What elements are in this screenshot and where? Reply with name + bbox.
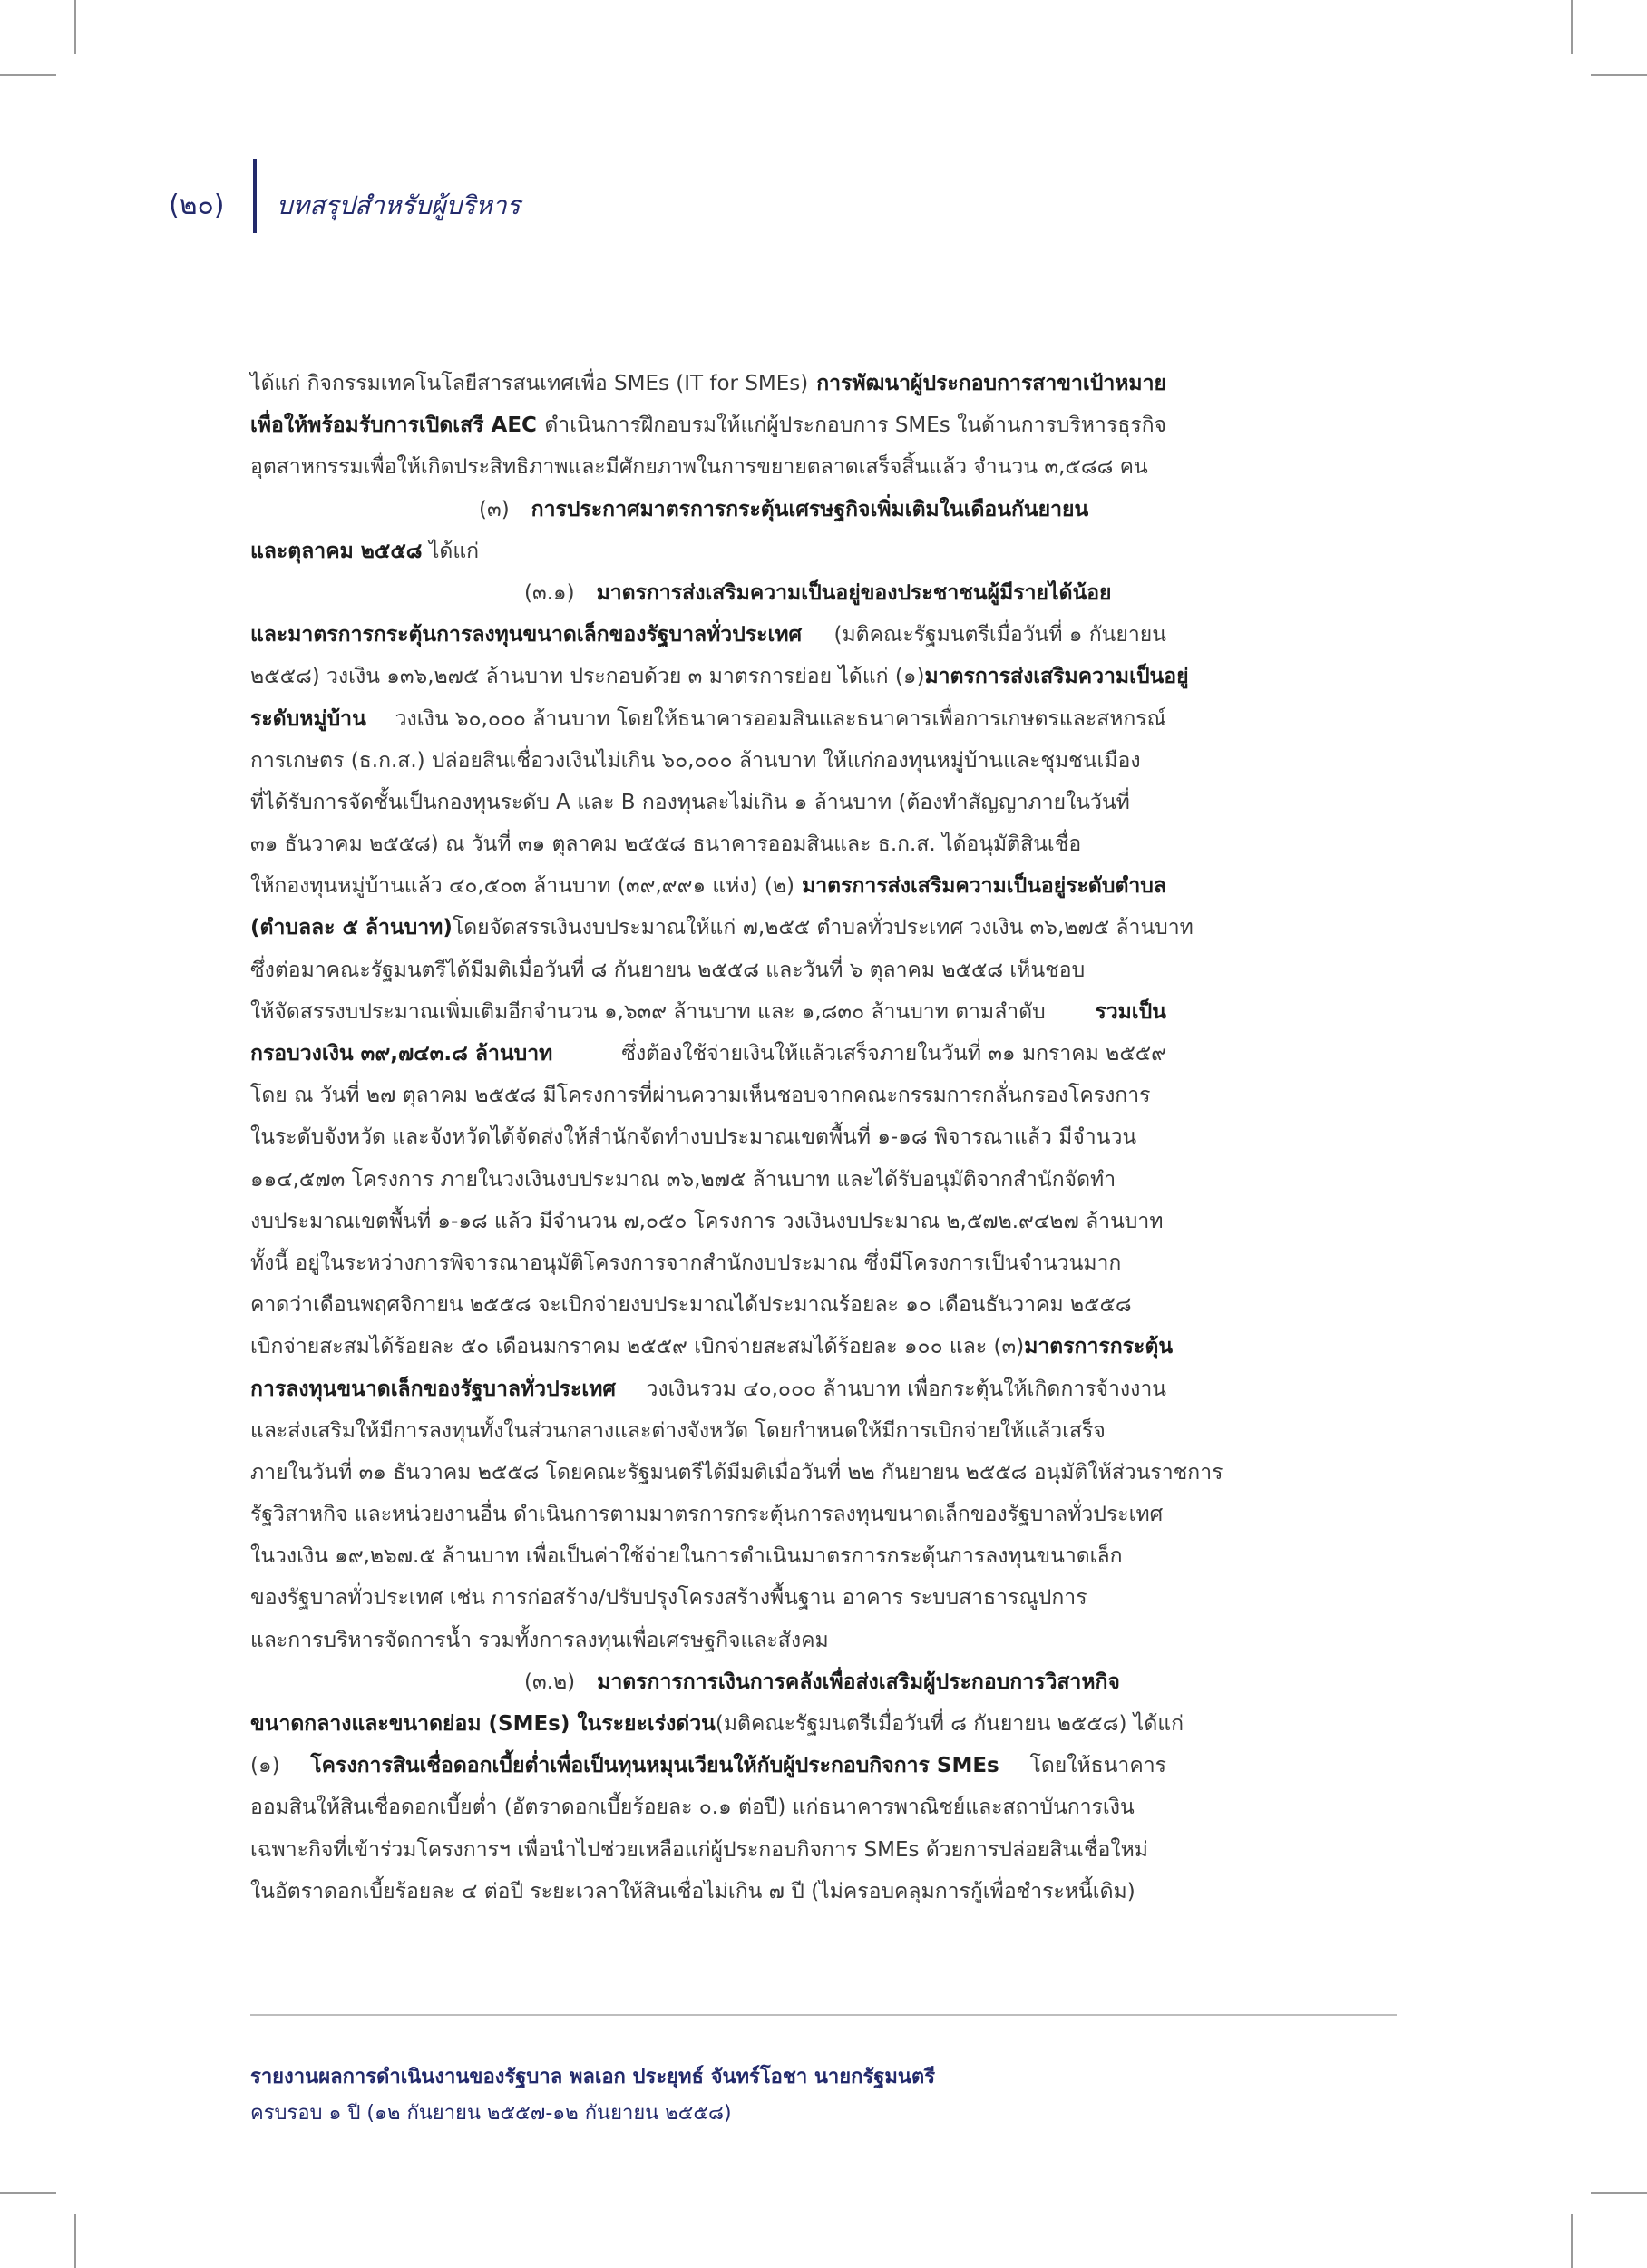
text-line: ของรัฐบาลทั่วประเทศ เช่น การก่อสร้าง/ปรับปรุงโครงสร้างพื้นฐาน อาคาร ระบบสาธารณูปการ [250, 1586, 1087, 1611]
text-line: ภายในวันที่ ๓๑ ธันวาคม ๒๕๕๘ โดยคณะรัฐมนตรีได้มีมติเมื่อวันที่ ๒๒ กันยายน ๒๕๕๘ อนุมัติให้ส่วนราชการ [250, 1460, 1223, 1484]
text-line: (๓) การประกาศมาตรการกระตุ้นเศรษฐกิจเพิ่มเติมในเดือนกันยายน [479, 497, 1089, 521]
text-line: เฉพาะกิจที่เข้าร่วมโครงการฯ เพื่อนำไปช่วยเหลือแก่ผู้ประกอบกิจการ SMEs ด้วยการปล่อยสินเชื่อใหม่ [250, 1837, 1148, 1862]
footer-rule [250, 2014, 1397, 2016]
text-line: (๑) โครงการสินเชื่อดอกเบี้ยต่ำเพื่อเป็นทุนหมุนเวียนให้กับผู้ประกอบกิจการ SMEs โดยให้ธนาคาร [250, 1754, 1166, 1778]
text-line: ขนาดกลางและขนาดย่อม (SMEs) ในระยะเร่งด่วน (มติคณะรัฐมนตรีเมื่อวันที่ ๘ กันยายน ๒๕๕๘) ได้แก่ [250, 1712, 1184, 1736]
text-line: ในวงเงิน ๑๙,๒๖๗.๕ ล้านบาท เพื่อเป็นค่าใช้จ่ายในการดำเนินมาตรการกระตุ้นการลงทุนขนาดเล็ก [250, 1544, 1123, 1569]
crop-mark [1591, 2192, 1647, 2194]
text-line: กรอบวงเงิน ๓๙,๗๔๓.๘ ล้านบาท ซึ่งต้องใช้จ่ายเงินให้แล้วเสร็จภายในวันที่ ๓๑ มกราคม ๒๕๕๙ [250, 1042, 1166, 1066]
text-line: ในระดับจังหวัด และจังหวัดได้จัดส่งให้สำนักจัดทำงบประมาณเขตพื้นที่ ๑-๑๘ พิจารณาแล้ว มีจำนวน [250, 1125, 1137, 1150]
text-line: และมาตรการกระตุ้นการลงทุนขนาดเล็กของรัฐบาลทั่วประเทศ (มติคณะรัฐมนตรีเมื่อวันที่ ๑ กันยายน [250, 623, 1166, 647]
footer-subtitle: ครบรอบ ๑ ปี (๑๒ กันยายน ๒๕๕๗-๑๒ กันยายน ๒๕๕๘) [250, 2102, 732, 2125]
text-line: โดย ณ วันที่ ๒๗ ตุลาคม ๒๕๕๘ มีโครงการที่ผ่านความเห็นชอบจากคณะกรรมการกลั่นกรองโครงการ [250, 1084, 1151, 1108]
text-line: (๓.๒) มาตรการการเงินการคลังเพื่อส่งเสริมผู้ประกอบการวิสาหกิจ [524, 1669, 1120, 1694]
text-line: และส่งเสริมให้มีการลงทุนทั้งในส่วนกลางและต่างจังหวัด โดยกำหนดให้มีการเบิกจ่ายให้แล้วเสร็จ [250, 1418, 1106, 1443]
text-line: (ตำบลละ ๕ ล้านบาท) โดยจัดสรรเงินงบประมาณให้แก่ ๗,๒๕๕ ตำบลทั่วประเทศ วงเงิน ๓๖,๒๗๕ ล้านบาท [250, 916, 1194, 940]
text-line: ๓๑ ธันวาคม ๒๕๕๘) ณ วันที่ ๓๑ ตุลาคม ๒๕๕๘ ธนาคารออมสินและ ธ.ก.ส. ได้อนุมัติสินเชื่อ [250, 832, 1082, 857]
crop-mark [1571, 0, 1573, 54]
text-line: รัฐวิสาหกิจ และหน่วยงานอื่น ดำเนินการตามมาตรการกระตุ้นการลงทุนขนาดเล็กของรัฐบาลทั่วประเทศ [250, 1503, 1164, 1527]
text-line: คาดว่าเดือนพฤศจิกายน ๒๕๕๘ จะเบิกจ่ายงบประมาณได้ประมาณร้อยละ ๑๐ เดือนธันวาคม ๒๕๕๘ [250, 1293, 1132, 1318]
text-line: ระดับหมู่บ้าน วงเงิน ๖๐,๐๐๐ ล้านบาท โดยให้ธนาคารออมสินและธนาคารเพื่อการเกษตรและสหกรณ์ [250, 706, 1166, 731]
crop-mark [1571, 2214, 1573, 2268]
text-line: ๑๑๔,๕๗๓ โครงการ ภายในวงเงินงบประมาณ ๓๖,๒๗๕ ล้านบาท และได้รับอนุมัติจากสำนักจัดทำ [250, 1167, 1116, 1192]
text-line: ได้แก่ กิจกรรมเทคโนโลยีสารสนเทศเพื่อ SMEs (IT for SMEs) การพัฒนาผู้ประกอบการสาขาเป้าหมาย [250, 372, 1166, 395]
text-line: ทั้งนี้ อยู่ในระหว่างการพิจารณาอนุมัติโครงการจากสำนักงบประมาณ ซึ่งมีโครงการเป็นจำนวนมาก [250, 1251, 1122, 1275]
text-line: และตุลาคม ๒๕๕๘ ได้แก่ [250, 539, 480, 563]
text-line: (๓.๑) มาตรการส่งเสริมความเป็นอยู่ของประชาชนผู้มีรายได้น้อย [524, 580, 1112, 605]
page-number: (๒๐) [169, 190, 225, 221]
header-divider [253, 159, 257, 233]
text-line: และการบริหารจัดการน้ำ รวมทั้งการลงทุนเพื่อเศรษฐกิจและสังคม [250, 1628, 829, 1652]
body-text [250, 363, 1223, 1913]
text-line: เพื่อให้พร้อมรับการเปิดเสรี AEC ดำเนินการฝึกอบรมให้แก่ผู้ประกอบการ SMEs ในด้านการบริหารธุรกิจ [250, 414, 1166, 438]
text-line: ในอัตราดอกเบี้ยร้อยละ ๔ ต่อปี ระยะเวลาให้สินเชื่อไม่เกิน ๗ ปี (ไม่ครอบคลุมการกู้เพื่อชำระหนี้เดิม) [250, 1879, 1135, 1903]
text-line: ๒๕๕๘) วงเงิน ๑๓๖,๒๗๕ ล้านบาท ประกอบด้วย ๓ มาตรการย่อย ได้แก่ (๑) มาตรการส่งเสริมความเป็นอยู่ [250, 665, 1189, 689]
text-line: การเกษตร (ธ.ก.ส.) ปล่อยสินเชื่อวงเงินไม่เกิน ๖๐,๐๐๐ ล้านบาท ให้แก่กองทุนหมู่บ้านและชุมชนเมือง [250, 748, 1141, 773]
crop-mark [0, 2192, 56, 2194]
text-line: ที่ได้รับการจัดชั้นเป็นกองทุนระดับ A และ B กองทุนละไม่เกิน ๑ ล้านบาท (ต้องทำสัญญาภายในวันที่ [250, 790, 1130, 814]
text-line: เบิกจ่ายสะสมได้ร้อยละ ๕๐ เดือนมกราคม ๒๕๕๙ เบิกจ่ายสะสมได้ร้อยละ ๑๐๐ และ (๓) มาตรการกระตุ้น [250, 1335, 1174, 1359]
text-line: ออมสินให้สินเชื่อดอกเบี้ยต่ำ (อัตราดอกเบี้ยร้อยละ ๐.๑ ต่อปี) แก่ธนาคารพาณิชย์และสถาบันการเงิน [250, 1796, 1135, 1820]
text-line: อุตสาหกรรมเพื่อให้เกิดประสิทธิภาพและมีศักยภาพในการขยายตลาดเสร็จสิ้นแล้ว จำนวน ๓,๕๘๘ คน [250, 455, 1148, 480]
footer-title: รายงานผลการดำเนินงานของรัฐบาล พลเอก ประยุทธ์ จันทร์โอชา นายกรัฐมนตรี [250, 2066, 936, 2088]
text-line: ให้กองทุนหมู่บ้านแล้ว ๔๐,๕๐๓ ล้านบาท (๓๙,๙๙๑ แห่ง) (๒) มาตรการส่งเสริมความเป็นอยู่ระดับตำบล [250, 874, 1166, 899]
text-line: การลงทุนขนาดเล็กของรัฐบาลทั่วประเทศ วงเงินรวม ๔๐,๐๐๐ ล้านบาท เพื่อกระตุ้นให้เกิดการจ้างงาน [250, 1377, 1166, 1401]
text-line: ซึ่งต่อมาคณะรัฐมนตรีได้มีมติเมื่อวันที่ ๘ กันยายน ๒๕๕๘ และวันที่ ๖ ตุลาคม ๒๕๕๘ เห็นชอบ [250, 958, 1086, 982]
text-line: งบประมาณเขตพื้นที่ ๑-๑๘ แล้ว มีจำนวน ๗,๐๕๐ โครงการ วงเงินงบประมาณ ๒,๕๗๒.๙๔๒๗ ล้านบาท [250, 1209, 1164, 1233]
text-line: ให้จัดสรรงบประมาณเพิ่มเติมอีกจำนวน ๑,๖๓๙ ล้านบาท และ ๑,๘๓๐ ล้านบาท ตามลำดับ รวมเป็น [250, 999, 1166, 1024]
crop-mark [74, 0, 76, 54]
section-title: บทสรุปสำหรับผู้บริหาร [277, 190, 521, 220]
crop-mark [74, 2214, 76, 2268]
crop-mark [0, 74, 56, 76]
crop-mark [1591, 74, 1647, 76]
